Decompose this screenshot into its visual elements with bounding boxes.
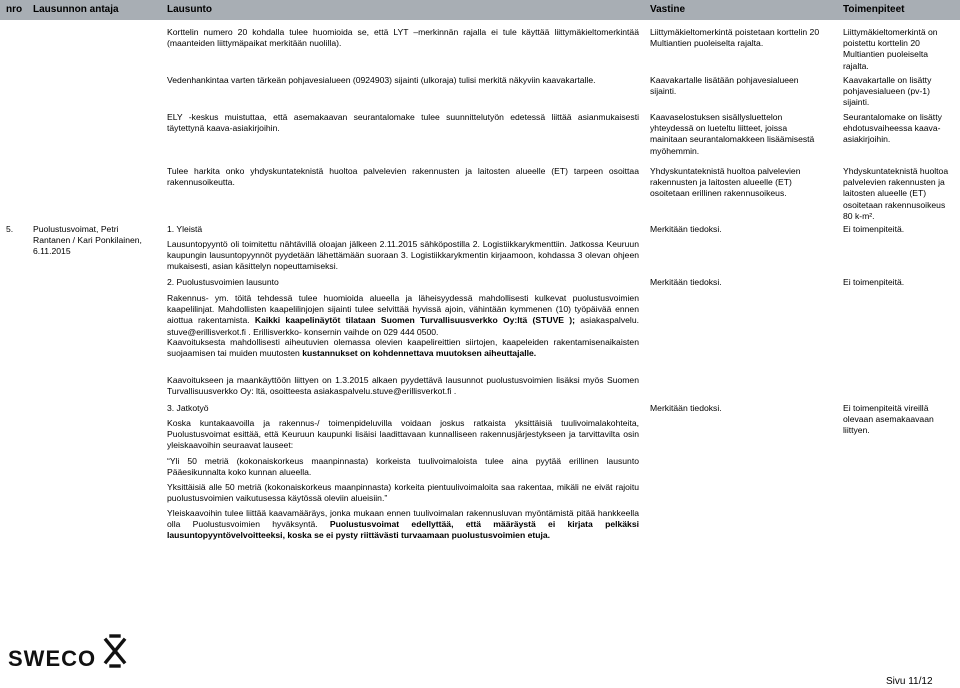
- page-number: Sivu 11/12: [886, 676, 933, 687]
- toimenpide-text: Ei toimenpiteitä.: [843, 224, 905, 234]
- toimenpide-text: Ei toimenpiteitä.: [843, 277, 905, 287]
- lausunto-paragraph: Kaavoitukseen ja maankäyttöön liittyen on 1.3.2015 alkaen pyydettävä lausunnot puolustusvoimien lisäksi myös Suomen Turvallisuusverkko Oy: ltä, osoitteesta asiakaspalvelu.stuve@erillisverkot.fi .: [167, 375, 639, 397]
- text-span: asiakaspalvelu. stuve@erillisverkot.fi . Erillisverkko- konsernin vaihde on 029 444 0500.: [167, 315, 639, 337]
- lausunto-text: ELY -keskus muistuttaa, että asemakaavan seurantalomake tulee suunnittelutyön edetessä liittää asianmukaisesti täytettynä kaava-asiakirjoihin.: [167, 112, 639, 134]
- section-title: 2. Puolustusvoimien lausunto: [167, 277, 279, 287]
- sweco-mark-icon: [98, 634, 132, 668]
- vastine-text: Liittymäkieltomerkintä poistetaan korttelin 20 Multiantien puoleiselta rajalta.: [650, 27, 820, 49]
- vastine-text: Merkitään tiedoksi.: [650, 277, 722, 287]
- bold-span: kustannukset on kohdennettava muutoksen aiheuttajalle.: [302, 348, 537, 359]
- section-title: 3. Jatkotyö: [167, 403, 209, 413]
- vastine-text: Merkitään tiedoksi.: [650, 403, 722, 413]
- vastine-text: Merkitään tiedoksi.: [650, 224, 722, 234]
- statement-author: Puolustusvoimat, Petri Rantanen / Kari Ponkilainen, 6.11.2015: [33, 224, 142, 257]
- lausunto-text: Lausuntopyyntö oli toimitettu nähtävillä oloajan jälkeen 2.11.2015 sähköpostilla 2. Logistiikkarykmenttiin. Jatkossa Keuruun kaupungin lausuntopyynnöt pyydetään lähettämään suoraan 3. Logistiikkarykmentin kirjaamoon, kohdassa 3 olevan ohjeen mukaisesti, asian käsittelyn nopeuttamiseksi.: [167, 239, 639, 272]
- sweco-logo: [8, 646, 132, 672]
- lausunto-paragraph: Yksittäisiä alle 50 metriä (kokonaiskorkeus maanpinnasta) korkeita pientuulivoimaloita saa rakentaa, mikäli ne eivät rajoitu puolustusvoimien vaikutusessa käytössä oleviin alueisiin.”: [167, 482, 639, 504]
- lausunto-text: Vedenhankintaa varten tärkeän pohjavesialueen (0924903) sijainti (ulkoraja) tulisi merkitä näkyviin kaavakartalle.: [167, 75, 596, 85]
- toimenpide-text: Ei toimenpiteitä vireillä olevaan asemakaavaan liittyen.: [843, 403, 934, 436]
- bold-span: Puolustusvoimat edellyttää, että määräystä ei kirjata pelkäksi lausuntopyyntövelvoitteeksi, koska se ei pysty riittävästi turvaamaan puolustusvoimien etuja.: [167, 519, 640, 541]
- lausunto-paragraph: [167, 508, 639, 542]
- toimenpide-text: Seurantalomake on lisätty ehdotusvaiheessa kaava-asiakirjoihin.: [843, 112, 942, 145]
- text-span: Rakennus- ym. töitä tehdessä tulee huomioida alueella ja läheisyydessä mahdollisesti kulkevat puolustusvoimien kaapelilinjat. Mahdollisten kaapelilinjojen sijainti tulee selvittää hyvissä ajoin, vähintään kymmenen (10) työpäivää ennen aiottua rakentamista.: [167, 293, 639, 326]
- lausunto-paragraph: “Yli 50 metriä (kokonaiskorkeus maanpinnasta) korkeista tuulivoimaloista tulee aina pyytää erillinen lausunto Pääesikunnalta koko kunnan alueella.: [167, 456, 639, 478]
- row-number: 5.: [6, 224, 14, 234]
- header-lausunto: Lausunto: [167, 4, 212, 15]
- bold-span: Kaikki kaapelinäytöt tilataan Suomen Turvallisuusverkko Oy:ltä (STUVE );: [254, 315, 575, 326]
- lausunto-paragraph: Koska kuntakaavoilla ja rakennus-/ toimenpideluvilla voidaan joskus ratkaista yksittäisiä tuulivoimalakohteita, Puolustusvoimat esittää, että Keuruun kaupunki lisäisi laadittavaan kunnalliseen rakennusjärjestykseen ja tarvittavilta osin yleiskaavoihin seuraavat lauseet:: [167, 418, 639, 451]
- lausunto-text: Tulee harkita onko yhdyskuntateknistä huoltoa palvelevien rakennusten ja laitosten alueelle (ET) tarpeen osoittaa rakennusoikeutta.: [167, 166, 639, 188]
- lausunto-text: Korttelin numero 20 kohdalla tulee huomioida se, että LYT –merkinnän rajalla ei tule käyttää liittymäkieltomerkintää (maanteiden liittymäpaikat merkitään nuolilla).: [167, 27, 639, 49]
- header-vastine: Vastine: [650, 4, 686, 15]
- text-span: Yleiskaavoihin tulee liittää kaavamääräys, jonka mukaan ennen tuulivoimalan rakennusluvan myöntämistä pitää hankkeella olla Puolustusvoimien hyväksyntä.: [167, 508, 639, 530]
- header-toimenpiteet: Toimenpiteet: [843, 4, 905, 15]
- section-title: 1. Yleistä: [167, 224, 203, 234]
- vastine-text: Kaavaselostuksen sisällysluettelon yhteydessä on lueteltu liitteet, joissa mainitaan seurantalomakkeen lisäämisestä myöhemmin.: [650, 112, 815, 156]
- vastine-text: Yhdyskuntateknistä huoltoa palvelevien rakennusten ja laitosten alueelle (ET) osoitetaan erillinen rakennusoikeus.: [650, 166, 801, 199]
- table-header: [0, 0, 960, 20]
- logo-wordmark: SWECO: [8, 646, 97, 671]
- lausunto-paragraph: [167, 293, 639, 338]
- header-lausunnon-antaja: Lausunnon antaja: [33, 4, 119, 15]
- toimenpide-text: Yhdyskuntateknistä huoltoa palvelevien rakennusten ja laitosten alueelle (ET) osoitetaan rakennusoikeus 80 k-m².: [843, 166, 949, 221]
- toimenpide-text: Liittymäkieltomerkintä on poistettu korttelin 20 Multiantien puoleiselta rajalta.: [843, 27, 938, 71]
- text-span: Kaavoituksesta mahdollisesti aiheutuvien olemassa olevien kaapelireittien siirtojen, kaapeleiden rakentamisenaikaisten suojaamisen tai muiden muutosten: [167, 337, 639, 359]
- header-nro: nro: [6, 4, 23, 15]
- vastine-text: Kaavakartalle lisätään pohjavesialueen sijainti.: [650, 75, 799, 97]
- toimenpide-text: Kaavakartalle on lisätty pohjavesialueen (pv-1) sijainti.: [843, 75, 932, 108]
- lausunto-paragraph: [167, 337, 639, 359]
